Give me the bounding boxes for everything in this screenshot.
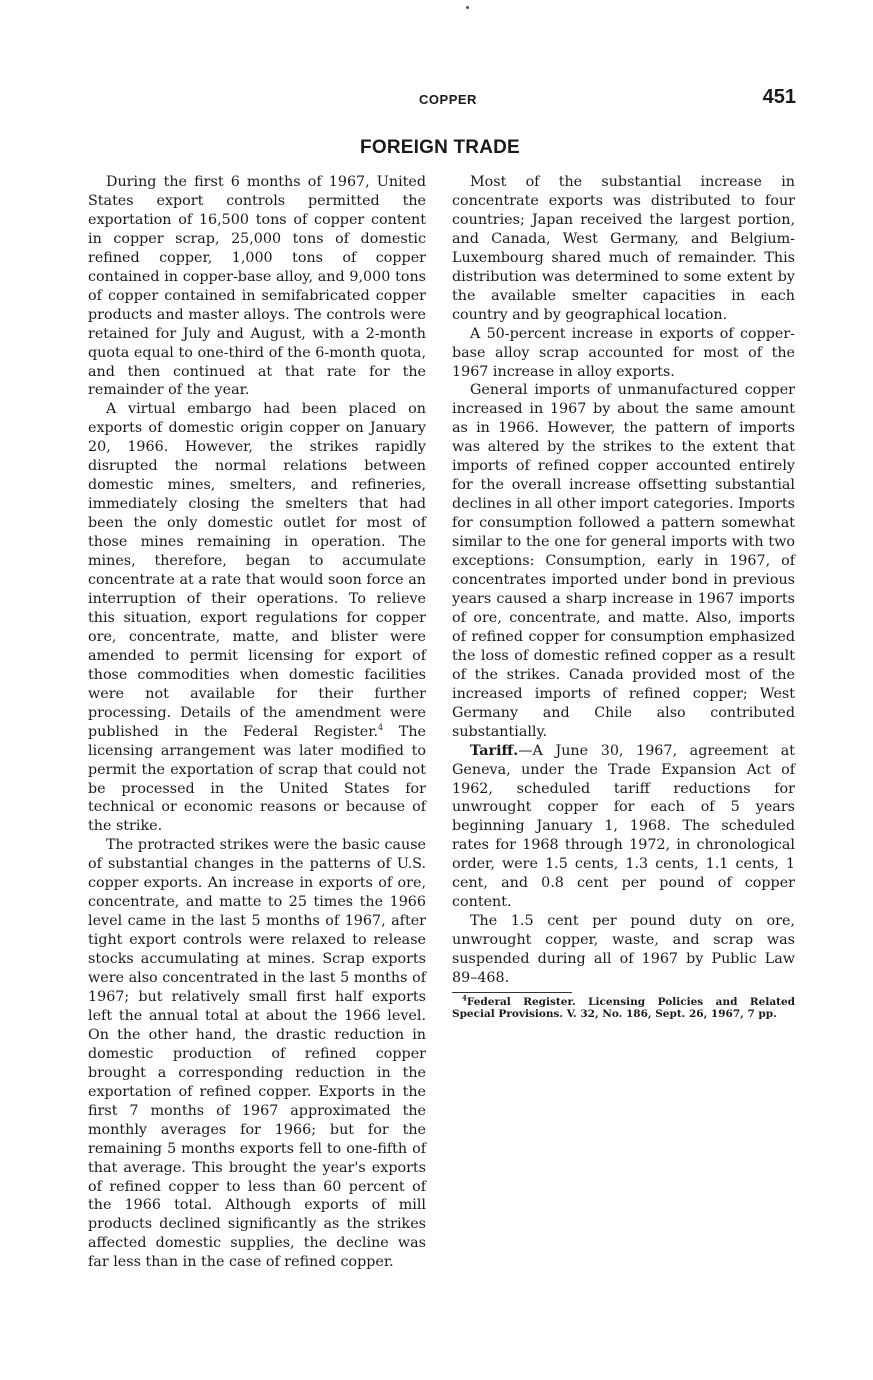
paragraph: A 50-percent increase in exports of copper-base alloy scrap accounted for most of the 1967 increase in alloy exports. xyxy=(452,325,795,380)
footnote-reference: 4 xyxy=(378,722,384,732)
run-in-heading: Tariff. xyxy=(470,742,519,759)
left-column xyxy=(88,173,426,1272)
scan-speck xyxy=(466,6,469,9)
paragraph xyxy=(452,742,795,913)
paragraph-text: A virtual embargo had been placed on exports of domestic origin copper on January 20, 1966. However, the strikes rapidly disrupted the normal relations between domestic mines, smelters, and refineries, immediately closing the smelters that had been the only domestic outlet for most of those mines remaining in operation. The mines, therefore, began to accumulate concentrate at a rate that would soon force an interruption of their operations. To relieve this situation, export regulations for copper ore, concentrate, matte, and blister were amended to permit licensing for export of those commodities when domestic facilities were not available for their further processing. Details of the amendment were published in the Federal Register. xyxy=(88,401,426,740)
paragraph-text: —A June 30, 1967, agreement at Geneva, under the Trade Expansion Act of 1962, scheduled tariff reductions for unwrought copper for each of 5 years beginning January 1, 1968. The scheduled rates for 1968 through 1972, in chronological order, were 1.5 cents, 1.3 cents, 1.1 cents, 1 cent, and 0.8 cent per pound of copper content. xyxy=(452,742,795,911)
paragraph: The protracted strikes were the basic cause of substantial changes in the patterns of U.S. copper exports. An increase in exports of ore, concentrate, and matte to 25 times the 1966 level came in the last 5 months of 1967, after tight export controls were relaxed to release stocks accumulating at mines. Scrap exports were also concentrated in the last 5 months of 1967; but relatively small first half exports left the annual total at about the 1966 level. On the other hand, the drastic reduction in domestic production of refined copper brought a corresponding reduction in the exportation of refined copper. Exports in the first 7 months of 1967 approximated the monthly averages for 1966; but for the remaining 5 months exports fell to one-fifth of that average. This brought the year's exports of refined copper to less than 60 percent of the 1966 total. Although exports of mill products declined significantly as the strikes affected domestic supplies, the decline was far less than in the case of refined copper. xyxy=(88,837,426,1271)
paragraph: Most of the substantial increase in concentrate exports was distributed to four countries; Japan received the largest portion, and Canada, West Germany, and Belgium-Luxembourg shared much of remainder. This distribution was determined to some extent by the available smelter capacities in each country and by geographical location. xyxy=(452,174,795,323)
footnote xyxy=(452,993,795,1020)
running-head xyxy=(100,88,796,112)
running-title: COPPER xyxy=(419,92,477,107)
footnote-number: 4 xyxy=(462,993,467,1003)
paragraph: The 1.5 cent per pound duty on ore, unwrought copper, waste, and scrap was suspended during all of 1967 by Public Law 89–468. xyxy=(452,913,795,987)
section-title: FOREIGN TRADE xyxy=(360,137,520,158)
paragraph xyxy=(88,400,426,836)
page-number: 451 xyxy=(762,86,796,108)
paragraph: General imports of unmanufactured copper increased in 1967 by about the same amount as in 1966. However, the pattern of imports was altered by the strikes to the extent that imports of refined copper accounted entirely for the overall increase offsetting substantial declines in all other import categories. Imports for consumption followed a pattern somewhat similar to the one for general imports with two exceptions: Consumption, early in 1967, of concentrates imported under bond in previous years caused a sharp increase in 1967 imports of ore, concentrate, and matte. Also, imports of refined copper for consumption emphasized the loss of domestic refined copper as a result of the strikes. Canada provided most of the increased imports of refined copper; West Germany and Chile also contributed substantially. xyxy=(452,382,795,740)
paragraph: During the first 6 months of 1967, United States export controls permitted the exportation of 16,500 tons of copper content in copper scrap, 25,000 tons of domestic refined copper, 1,000 tons of copper contained in copper-base alloy, and 9,000 tons of copper contained in semifabricated copper products and master alloys. The controls were retained for July and August, with a 2-month quota equal to one-third of the 6-month quota, and then continued at that rate for the remainder of the year. xyxy=(88,174,426,399)
right-column xyxy=(452,173,795,1020)
footnote-text: Federal Register. Licensing Policies and Related Special Provisions. V. 32, No. 186, Sept. 26, 1967, 7 pp. xyxy=(452,995,795,1020)
paragraph-text: The licensing arrangement was later modified to permit the exportation of scrap that could not be processed in the United States for technical or economic reasons or because of the strike. xyxy=(88,723,426,835)
